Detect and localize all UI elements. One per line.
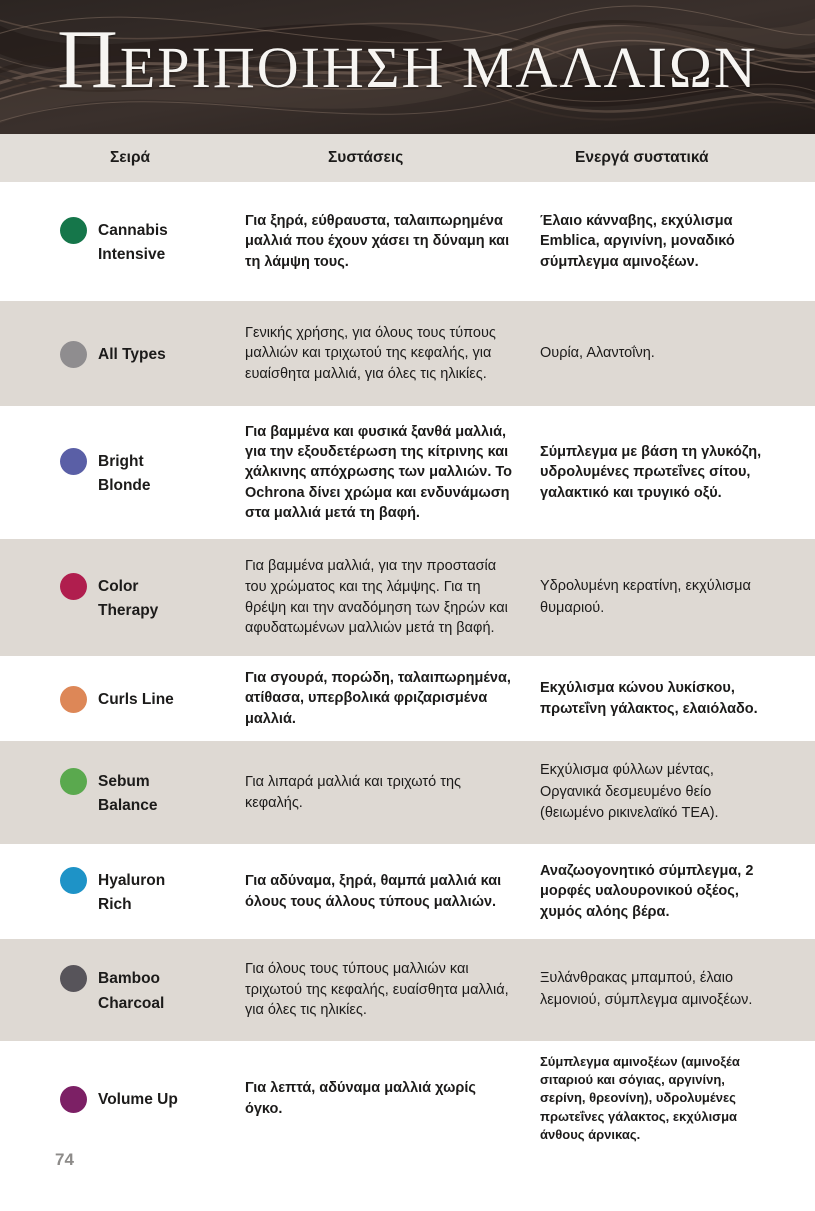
series-cell — [55, 964, 240, 1015]
table-row — [0, 844, 815, 939]
series-name: Bamboo Charcoal — [98, 970, 165, 1012]
series-recommendation: Για λεπτά, αδύναμα μαλλιά χωρίς όγκο. — [245, 1080, 476, 1117]
series-cell — [55, 572, 240, 623]
hair-photo-header — [0, 0, 815, 134]
series-color-dot — [60, 965, 87, 992]
series-ingredients: Εκχύλισμα κώνου λυκίσκου, πρωτεΐνη γάλακτος, ελαιόλαδο. — [540, 680, 758, 717]
series-color-dot — [60, 573, 87, 600]
series-recommendation: Για όλους τους τύπους μαλλιών και τριχωτού της κεφαλής, ευαίσθητα μαλλιά, για όλες τις ηλικίες. — [245, 961, 509, 1019]
series-name: Hyaluron Rich — [98, 871, 166, 913]
series-ingredients: Αναζωογονητικό σύμπλεγμα, 2 μορφές υαλουρονικού οξέος, χυμός αλόης βέρα. — [540, 863, 754, 920]
series-name: Color Therapy — [98, 577, 159, 619]
series-ingredients: Ουρία, Αλαντοΐνη. — [540, 344, 655, 361]
series-name: Curls Line — [98, 690, 174, 708]
series-ingredients: Έλαιο κάνναβης, εκχύλισμα Emblica, αργινίνη, μοναδικό σύμπλεγμα αμινοξέων. — [540, 213, 735, 270]
series-cell — [55, 447, 240, 498]
series-name: Sebum Balance — [98, 772, 158, 814]
series-recommendation: Για βαμμένα και φυσικά ξανθά μαλλιά, για την εξουδετέρωση της κίτρινης και χάλκινης απόχρωσης των μαλλιών. Το Ochrona δίνει χρώμα και ενδυνάμωση στα μαλλιά μετά τη βαφή. — [245, 423, 513, 521]
table-header-row — [0, 134, 815, 182]
series-color-dot — [60, 867, 87, 894]
series-cell — [55, 216, 240, 267]
series-name: All Types — [98, 345, 166, 363]
series-color-dot — [60, 686, 87, 713]
table-row — [0, 406, 815, 539]
series-cell — [55, 767, 240, 818]
series-recommendation: Για ξηρά, εύθραυστα, ταλαιπωρημένα μαλλιά που έχουν χάσει τη δύναμη και τη λάμψη τους. — [245, 213, 510, 270]
series-cell — [55, 340, 240, 368]
page-number: 74 — [55, 1150, 74, 1169]
series-ingredients: Ξυλάνθρακας μπαμπού, έλαιο λεμονιού, σύμπλεγμα αμινοξέων. — [540, 970, 753, 1008]
table-row — [0, 1041, 815, 1156]
series-name: Volume Up — [98, 1090, 178, 1108]
series-recommendation: Για λιπαρά μαλλιά και τριχωτό της κεφαλής. — [245, 773, 462, 811]
series-color-dot — [60, 768, 87, 795]
series-name: Cannabis Intensive — [98, 221, 168, 263]
series-ingredients: Σύμπλεγμα με βάση τη γλυκόζη, υδρολυμένες πρωτεΐνες σίτου, γαλακτικό και τρυγικό οξύ. — [540, 444, 762, 501]
series-color-dot — [60, 217, 87, 244]
series-ingredients: Εκχύλισμα φύλλων μέντας, Οργανικά δεσμευμένο θείο (θειωμένο ρικινελαϊκό TEA). — [540, 761, 719, 822]
table-row — [0, 301, 815, 406]
table-row — [0, 741, 815, 844]
table-row — [0, 539, 815, 656]
series-color-dot — [60, 448, 87, 475]
series-ingredients: Σύμπλεγμα αμινοξέων (αμινοξέα σιταριού και σόγιας, αργινίνη, σερίνη, θρεονίνη), υδρολυμένες πρωτεΐνες γάλακτος, εκχύλισμα άνθους άρνικας. — [540, 1054, 740, 1142]
table-row — [0, 656, 815, 741]
column-header-active-ingredients: Ενεργά συστατικά — [575, 149, 709, 166]
series-cell — [55, 866, 240, 917]
table-row — [0, 939, 815, 1041]
series-ingredients: Υδρολυμένη κερατίνη, εκχύλισμα θυμαριού. — [540, 577, 751, 616]
series-cell — [55, 685, 240, 713]
series-recommendation: Για αδύναμα, ξηρά, θαμπά μαλλιά και όλους τους άλλους τύπους μαλλιών. — [245, 873, 502, 910]
series-cell — [55, 1085, 240, 1113]
column-header-series: Σειρά — [110, 149, 151, 166]
table-row — [0, 182, 815, 301]
series-color-dot — [60, 1086, 87, 1113]
series-color-dot — [60, 341, 87, 368]
series-recommendation: Για βαμμένα μαλλιά, για την προστασία του χρώματος και της λάμψης. Για τη θρέψη και την αναδόμηση των ξηρών και αφυδατωμένων μαλλιών μετά τη βαφή. — [245, 558, 508, 637]
page-title-rest: ΕΡΙΠΟΙΗΣΗ ΜΑΛΛΙΩΝ — [119, 35, 758, 100]
column-header-recommendations: Συστάσεις — [328, 149, 404, 166]
series-name: Bright Blonde — [98, 452, 151, 494]
page-title-initial: Π — [57, 13, 120, 106]
series-recommendation: Γενικής χρήσης, για όλους τους τύπους μαλλιών και τριχωτού της κεφαλής, για ευαίσθητα μαλλιά, για όλες τις ηλικίες. — [245, 324, 496, 382]
page-title — [0, 13, 815, 106]
series-recommendation: Για σγουρά, πορώδη, ταλαιπωρημένα, ατίθασα, υπερβολικά φριζαρισμένα μαλλιά. — [245, 670, 511, 727]
